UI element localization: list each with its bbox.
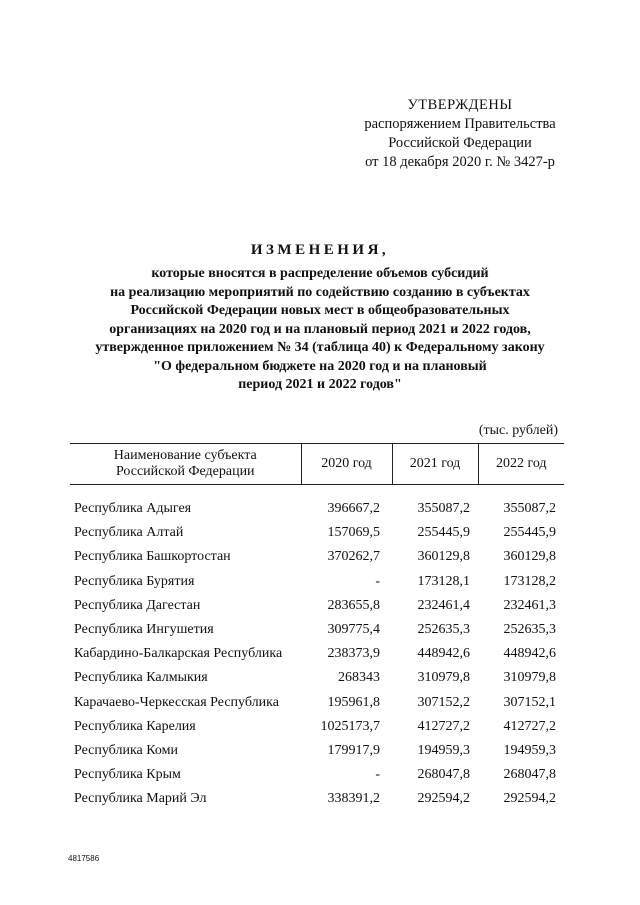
value-2020-cell: 268343 bbox=[338, 670, 380, 686]
value-2022-cell: 194959,3 bbox=[503, 742, 556, 758]
document-title: ИЗМЕНЕНИЯ, bbox=[250, 242, 390, 258]
value-2020-cell: 396667,2 bbox=[327, 501, 380, 517]
value-2021-cell: 173128,1 bbox=[417, 573, 470, 589]
approval-date: от 18 декабря 2020 г. № 3427-р bbox=[365, 154, 555, 170]
region-name-cell: Республика Алтай bbox=[74, 525, 184, 541]
subtitle-line: утвержденное приложением № 34 (таблица 40) к Федеральному закону bbox=[95, 340, 545, 355]
value-2020-cell: 179917,9 bbox=[327, 742, 380, 758]
header-2020: 2020 год bbox=[301, 444, 392, 485]
value-2021-cell: 412727,2 bbox=[417, 718, 470, 734]
subsidy-table bbox=[70, 443, 564, 811]
units-label: (тыс. рублей) bbox=[478, 423, 558, 438]
subtitle-line: "О федеральном бюджете на 2020 год и на плановый bbox=[153, 358, 487, 374]
subtitle-line: которые вносятся в распределение объемов субсидий bbox=[151, 266, 489, 281]
region-name-cell: Республика Дагестан bbox=[74, 597, 201, 613]
subtitle-line: на реализацию мероприятий по содействию созданию в субъектах bbox=[110, 284, 530, 300]
value-2020-cell: - bbox=[375, 573, 380, 589]
table-row bbox=[70, 521, 564, 545]
table-row bbox=[70, 787, 564, 811]
region-name-cell: Республика Карелия bbox=[74, 718, 196, 734]
value-2022-cell: 448942,6 bbox=[503, 646, 556, 662]
subtitle-line: организациях на 2020 год и на плановый период 2021 и 2022 годов, bbox=[109, 321, 531, 337]
header-region-name: Наименование субъекта Российской Федерации bbox=[70, 444, 301, 485]
table-row bbox=[70, 666, 564, 690]
table-row bbox=[70, 642, 564, 666]
approval-heading: УТВЕРЖДЕНЫ bbox=[407, 97, 513, 113]
value-2022-cell: 307152,1 bbox=[503, 694, 556, 710]
region-name-cell: Карачаево-Черкесская Республика bbox=[74, 694, 279, 710]
value-2022-cell: 255445,9 bbox=[503, 525, 556, 541]
region-name-cell: Республика Крым bbox=[74, 767, 181, 783]
value-2022-cell: 232461,3 bbox=[503, 597, 556, 613]
value-2021-cell: 360129,8 bbox=[417, 549, 470, 565]
region-name-cell: Республика Бурятия bbox=[74, 573, 195, 589]
value-2022-cell: 412727,2 bbox=[503, 718, 556, 734]
approval-line: распоряжением Правительства bbox=[364, 116, 556, 132]
header-2021: 2021 год bbox=[392, 444, 478, 485]
value-2021-cell: 310979,8 bbox=[417, 670, 470, 686]
value-2022-cell: 310979,8 bbox=[503, 670, 556, 686]
header-2022: 2022 год bbox=[478, 444, 564, 485]
table-row bbox=[70, 715, 564, 739]
table-row bbox=[70, 691, 564, 715]
value-2020-cell: 338391,2 bbox=[327, 791, 380, 807]
value-2020-cell: - bbox=[375, 767, 380, 783]
region-name-cell: Республика Калмыкия bbox=[74, 670, 208, 686]
table-row bbox=[70, 618, 564, 642]
value-2021-cell: 292594,2 bbox=[417, 791, 470, 807]
region-name-cell: Республика Марий Эл bbox=[74, 791, 207, 807]
value-2021-cell: 232461,4 bbox=[417, 597, 470, 613]
approval-line: Российской Федерации bbox=[388, 135, 532, 151]
value-2021-cell: 448942,6 bbox=[417, 646, 470, 662]
table-spacer bbox=[70, 485, 564, 498]
table-row bbox=[70, 545, 564, 569]
document-id: 4817586 bbox=[68, 854, 100, 863]
value-2020-cell: 157069,5 bbox=[327, 525, 380, 541]
document-subtitle bbox=[60, 265, 580, 395]
table-row bbox=[70, 739, 564, 763]
value-2021-cell: 252635,3 bbox=[417, 622, 470, 638]
value-2020-cell: 370262,7 bbox=[327, 549, 380, 565]
value-2020-cell: 283655,8 bbox=[327, 597, 380, 613]
value-2020-cell: 238373,9 bbox=[327, 646, 380, 662]
value-2021-cell: 307152,2 bbox=[417, 694, 470, 710]
subtitle-line: период 2021 и 2022 годов" bbox=[238, 377, 402, 392]
value-2022-cell: 173128,2 bbox=[503, 573, 556, 589]
value-2021-cell: 268047,8 bbox=[417, 767, 470, 783]
approval-block bbox=[330, 96, 590, 172]
value-2021-cell: 255445,9 bbox=[417, 525, 470, 541]
value-2020-cell: 195961,8 bbox=[327, 694, 380, 710]
table-row bbox=[70, 570, 564, 594]
value-2022-cell: 360129,8 bbox=[503, 549, 556, 565]
value-2020-cell: 1025173,7 bbox=[320, 718, 380, 734]
region-name-cell: Кабардино-Балкарская Республика bbox=[74, 646, 283, 662]
value-2022-cell: 292594,2 bbox=[503, 791, 556, 807]
region-name-cell: Республика Адыгея bbox=[74, 501, 192, 517]
subtitle-line: Российской Федерации новых мест в общеобразовательных bbox=[130, 303, 510, 318]
value-2022-cell: 355087,2 bbox=[503, 501, 556, 517]
table-row bbox=[70, 763, 564, 787]
value-2022-cell: 268047,8 bbox=[503, 767, 556, 783]
region-name-cell: Республика Башкортостан bbox=[74, 549, 231, 565]
value-2020-cell: 309775,4 bbox=[327, 622, 380, 638]
value-2021-cell: 194959,3 bbox=[417, 742, 470, 758]
value-2021-cell: 355087,2 bbox=[417, 501, 470, 517]
table-row bbox=[70, 594, 564, 618]
region-name-cell: Республика Коми bbox=[74, 742, 178, 758]
region-name-cell: Республика Ингушетия bbox=[74, 622, 214, 638]
table-header-row bbox=[70, 444, 564, 485]
table-row bbox=[70, 497, 564, 521]
value-2022-cell: 252635,3 bbox=[503, 622, 556, 638]
